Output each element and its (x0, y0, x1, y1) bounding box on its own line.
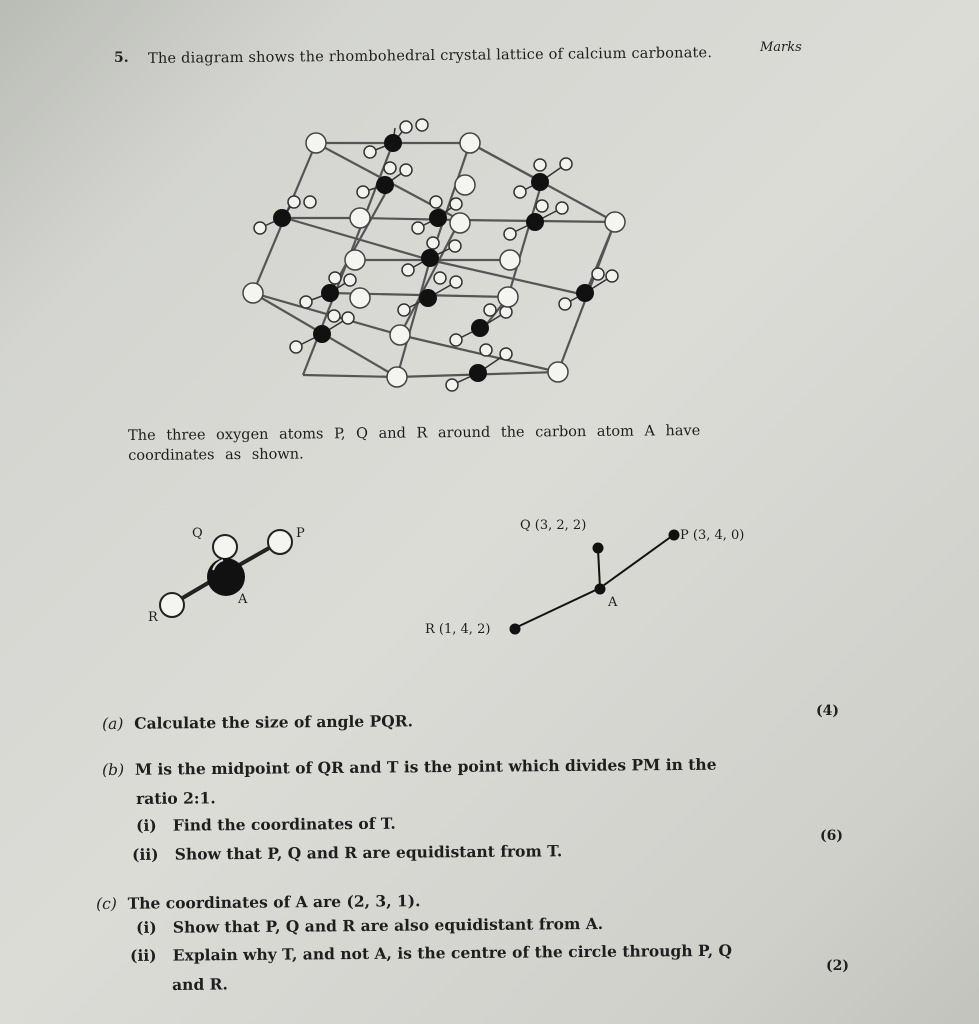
part-c-ii-label: (ii) (130, 945, 157, 965)
part-a (102, 711, 413, 733)
part-c-i-label: (i) (136, 917, 157, 937)
part-c-i-text: Show that P, Q and R are also equidistant from A. (172, 913, 604, 937)
part-c (96, 891, 421, 913)
part-c-ii-text-1: Explain why T, and not A, is the centre of the circle through P, Q (172, 940, 733, 965)
part-c-text: The coordinates of A are (2, 3, 1). (127, 891, 421, 913)
part-c-ii (130, 941, 732, 965)
carbonate-molecule-diagram (140, 515, 340, 635)
part-b-marks: (6) (820, 828, 843, 844)
point-a (595, 584, 606, 595)
description-line-2: coordinates as shown. (128, 446, 304, 464)
molecule-label-a: A (238, 592, 248, 607)
part-a-marks: (4) (816, 703, 839, 719)
part-a-label: (a) (102, 714, 124, 733)
oxygen-r-atom (160, 593, 184, 617)
coordinate-label-r: R (1, 4, 2) (425, 622, 491, 637)
part-b-ii (132, 841, 562, 864)
part-b-label: (b) (102, 760, 125, 779)
coordinate-label-a: A (608, 595, 618, 610)
point-p (669, 530, 680, 541)
question-intro: The diagram shows the rhombohedral crystal lattice of calcium carbonate. (148, 45, 713, 67)
part-b-text-1: M is the midpoint of QR and T is the point which divides PM in the (134, 754, 717, 779)
molecule-label-r: R (148, 610, 158, 625)
molecule-label-q: Q (192, 526, 203, 541)
part-b-i-text: Find the coordinates of T. (172, 813, 396, 835)
description-line-1: The three oxygen atoms P, Q and R around the carbon atom A have (128, 423, 701, 444)
part-b-ii-label: (ii) (132, 844, 159, 864)
part-b-ii-text: Show that P, Q and R are equidistant from T. (174, 841, 563, 864)
part-b (102, 755, 717, 779)
part-b-i (136, 814, 396, 835)
marks-heading: Marks (760, 40, 802, 55)
carbon-atoms (273, 134, 594, 382)
coordinate-diagram (500, 525, 700, 640)
coordinate-label-p: P (3, 4, 0) (680, 528, 745, 543)
molecule-label-p: P (296, 526, 305, 541)
point-q (593, 543, 604, 554)
carbon-a-atom (207, 558, 245, 596)
part-a-text: Calculate the size of angle PQR. (134, 711, 414, 733)
part-b-text-2: ratio 2:1. (136, 788, 216, 808)
part-c-ii-text-2: and R. (172, 974, 228, 994)
part-b-i-label: (i) (136, 815, 157, 835)
coordinate-label-q: Q (3, 2, 2) (520, 518, 587, 533)
point-r (510, 624, 521, 635)
crystal-lattice-diagram (230, 110, 640, 400)
part-c-i (136, 914, 603, 937)
question-number: 5. (114, 50, 129, 66)
oxygen-q-atom (213, 535, 237, 559)
description (128, 420, 768, 466)
oxygen-p-atom (268, 530, 292, 554)
part-c-label: (c) (96, 894, 117, 913)
part-c-marks: (2) (826, 958, 849, 974)
